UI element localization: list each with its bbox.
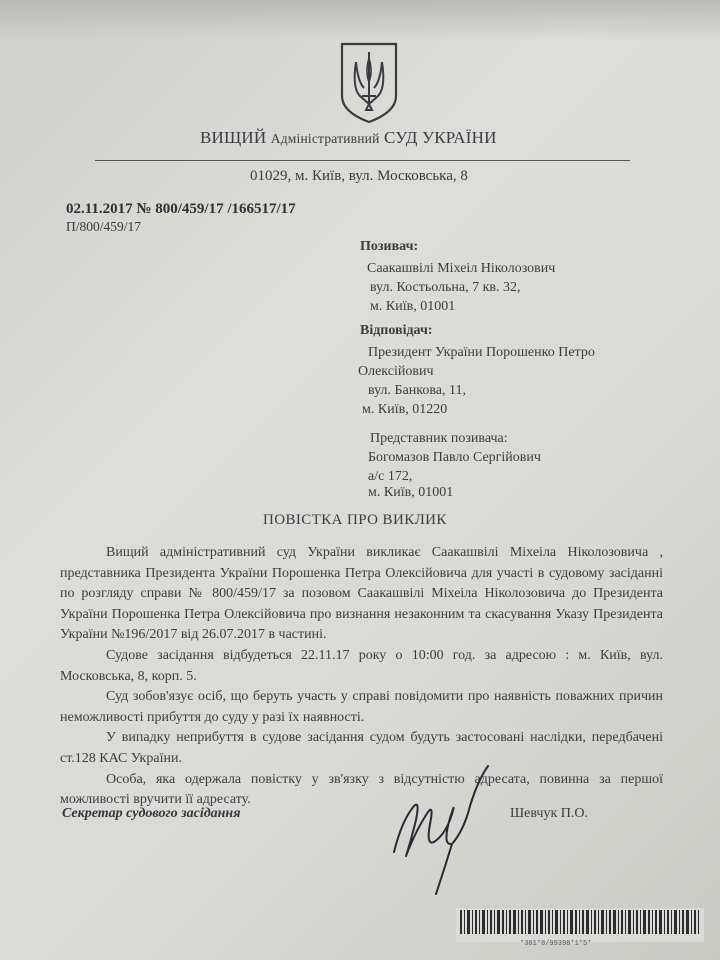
trident-coat-of-arms-icon [338,38,400,124]
plaintiff-street: вул. Костьольна, 7 кв. 32, [370,280,521,295]
paragraph-obligation: Суд зобов'язує осіб, що беруть участь у справі повідомити про наявність поважних причин неможливості прибуття до суду у разі їх наявності. [60,689,663,725]
plaintiff-name: Саакашвілі Міхеіл Ніколозович [367,261,556,276]
representative-city: м. Київ, 01001 [368,485,454,500]
plaintiff-label: Позивач: [360,239,419,254]
barcode-number: *301*8/99398*1*5* [520,940,592,948]
defendant-street: вул. Банкова, 11, [368,383,466,398]
secretary-name: Шевчук П.О. [510,806,588,821]
court-address: 01029, м. Київ, вул. Московська, 8 [250,168,468,184]
defendant-name-line2: Олексійович [358,364,434,379]
paragraph-summons: Вищий адміністративний суд України викликає Саакашвілі Міхеіла Ніколозовича , представника Президента України Порошенка Петра Олексійовича для участі в судовому засіданні по розгляду справи № 800/459/17 за позовом Саакашвілі Міхеіла Ніколозовича до Президента України Порошенка Петра Олексійовича про визнання незаконним та скасування Указу Президента України №196/2017 від 26.07.2017 в частині. [60,545,663,643]
court-name: ВИЩИЙ Адміністративний СУД УКРАЇНИ [200,128,497,147]
plaintiff-city: м. Київ, 01001 [370,299,456,314]
paragraph-hearing-date: Судове засідання відбудеться 22.11.17 року о 10:00 год. за адресою : м. Київ, вул. Московська, 8, корп. 5. [60,647,663,684]
secretary-label: Секретар судового засідання [62,806,241,821]
summons-body [60,543,663,811]
representative-label: Представник позивача: [370,431,508,446]
defendant-city: м. Київ, 01220 [362,402,448,417]
paragraph-consequences: У випадку неприбуття в судове засідання судом будуть застосовані наслідки, передбачені ст.128 КАС України. [60,730,663,766]
representative-name: Богомазов Павло Сергійович [368,450,541,465]
handwritten-signature [380,760,500,900]
paper-shadow [0,0,720,40]
barcode [456,908,704,942]
case-number: П/800/459/17 [66,219,142,234]
defendant-label: Відповідач: [360,323,433,338]
paragraph-delivery: Особа, яка одержала повістку у зв'язку з відсутністю адресата, повинна за першої можливості вручити її адресату. [60,771,663,808]
outgoing-reference-number: 02.11.2017 № 800/459/17 /166517/17 [66,201,296,217]
representative-po-box: а/с 172, [368,469,413,484]
defendant-name-line1: Президент України Порошенко Петро [368,345,595,360]
document-title: ПОВІСТКА ПРО ВИКЛИК [263,512,447,528]
header-divider [95,160,630,161]
